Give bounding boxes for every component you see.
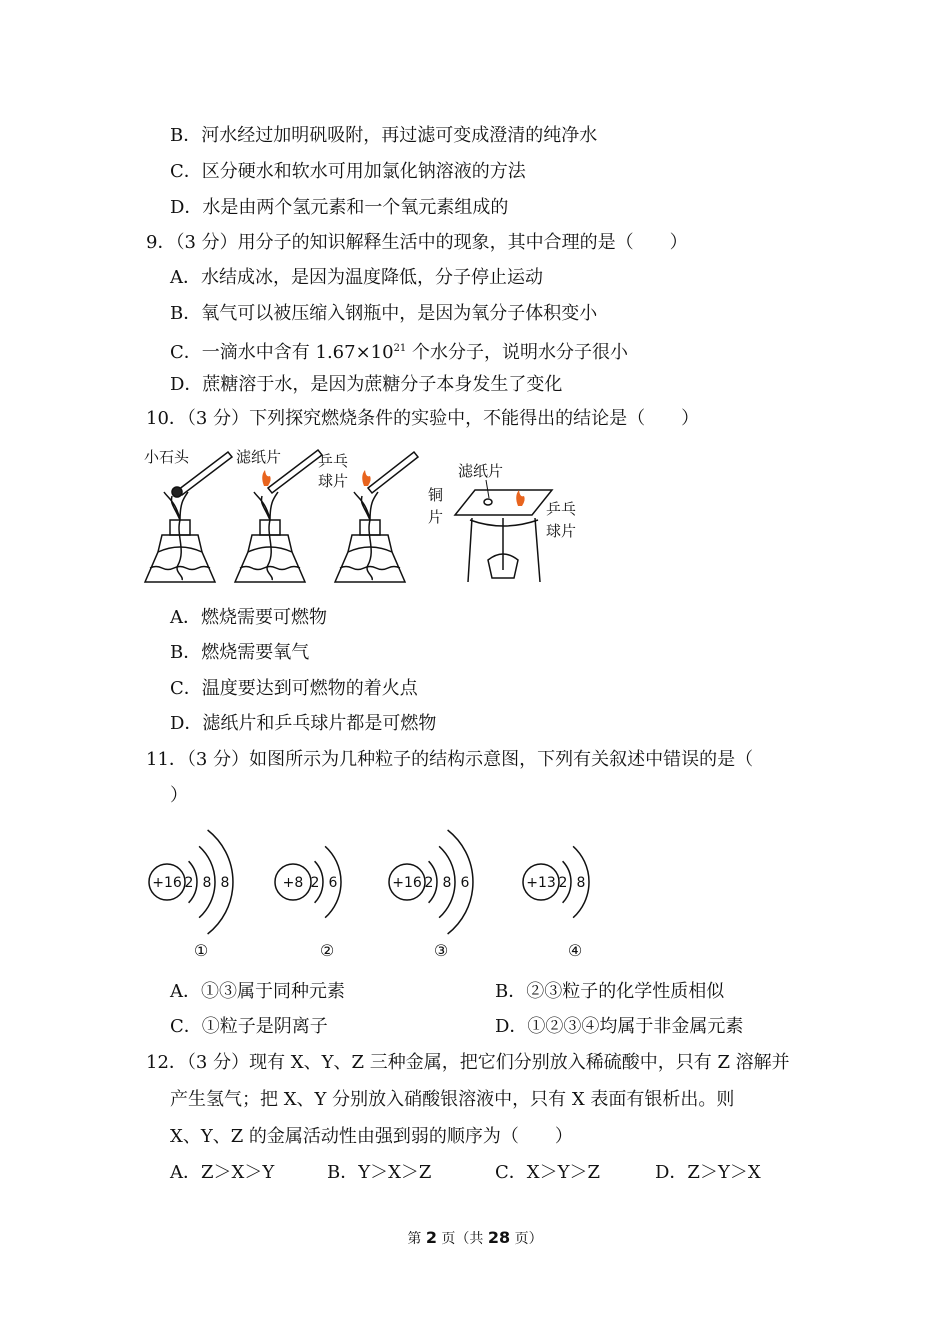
flame-icon (362, 470, 370, 486)
electron-count: 2 (558, 875, 568, 891)
q11-stem-end: ） (170, 785, 188, 806)
page-footer: 第 2 页（共 28 页） (407, 1228, 543, 1247)
q11-option-b: B．②③粒子的化学性质相似 (495, 981, 725, 1002)
q12-option-a: A．Z＞X＞Y (170, 1162, 275, 1183)
q10-option-b: B．燃烧需要氧气 (170, 642, 310, 663)
q8-option-d: D．水是由两个氢元素和一个氧元素组成的 (170, 197, 509, 218)
q12-option-c: C．X＞Y＞Z (495, 1162, 600, 1183)
tongs-pingpong (368, 452, 418, 493)
q12-stem-line3: X、Y、Z 的金属活动性由强到弱的顺序为（ ） (170, 1126, 573, 1147)
particle-diagram (389, 830, 473, 960)
q12-option-b: B．Y＞X＞Z (327, 1162, 432, 1183)
particle-number-label: ① (193, 941, 209, 960)
electron-count: 6 (328, 875, 338, 891)
label-pingpong-1a: 乒乓 (318, 452, 349, 470)
nucleus-charge: +16 (152, 875, 182, 891)
label-pingpong-2b: 球片 (546, 522, 577, 540)
q8-option-b: B．河水经过加明矾吸附，再过滤可变成澄清的纯净水 (170, 125, 598, 146)
alcohol-lamp-2 (235, 492, 305, 582)
alcohol-lamp-1 (145, 492, 215, 582)
electron-count: 8 (442, 875, 452, 891)
q11-option-c: C．①粒子是阴离子 (170, 1016, 328, 1037)
label-pingpong-2a: 乒乓 (546, 500, 577, 518)
leader-line (486, 480, 489, 498)
q10-option-d: D．滤纸片和乒乓球片都是可燃物 (170, 713, 437, 734)
particle-diagram (523, 846, 589, 960)
q9-option-a: A．水结成冰，是因为温度降低，分子停止运动 (170, 267, 543, 288)
q9-option-b: B．氧气可以被压缩入钢瓶中，是因为氧分子体积变小 (170, 303, 598, 324)
q11-option-d: D．①②③④均属于非金属元素 (495, 1016, 744, 1037)
q10-option-a: A．燃烧需要可燃物 (170, 607, 327, 628)
particle-diagram (149, 830, 233, 960)
q10-option-c: C．温度要达到可燃物的着火点 (170, 678, 418, 699)
nucleus-charge: +8 (282, 875, 304, 891)
q12-stem-line1: 12．（3 分）现有 X、Y、Z 三种金属，把它们分别放入稀硫酸中，只有 Z 溶解并 (146, 1052, 790, 1073)
electron-count: 8 (220, 875, 230, 891)
combustion-experiment-figure (140, 440, 590, 588)
q11-stem: 11．（3 分）如图所示为几种粒子的结构示意图，下列有关叙述中错误的是（ (146, 749, 754, 770)
q9-option-c: C．一滴水中含有 $1.67\times 10^{21}$ 个水分子，说明水分子很小 (170, 342, 629, 363)
q11-option-a: A．①③属于同种元素 (170, 981, 345, 1002)
label-stone: 小石头 (144, 448, 190, 466)
label-filter-paper-2: 滤纸片 (458, 462, 504, 480)
particle-number-label: ③ (433, 941, 449, 960)
q12-option-d: D．Z＞Y＞X (655, 1162, 761, 1183)
q10-stem: 10．（3 分）下列探究燃烧条件的实验中，不能得出的结论是（ ） (146, 408, 700, 429)
label-copper-b: 片 (428, 508, 444, 526)
flame-icon (262, 470, 270, 486)
electron-count: 6 (460, 875, 470, 891)
label-filter-paper-1: 滤纸片 (236, 448, 282, 466)
particle-structure-figure (140, 818, 620, 968)
electron-count: 2 (310, 875, 320, 891)
label-pingpong-1b: 球片 (318, 472, 349, 490)
tripod-copper-setup (455, 490, 552, 582)
q12-stem-line2: 产生氢气；把 X、Y 分别放入硝酸银溶液中，只有 X 表面有银析出。则 (170, 1089, 735, 1110)
q9-stem: 9．（3 分）用分子的知识解释生活中的现象，其中合理的是（ ） (146, 232, 688, 253)
electron-count: 8 (576, 875, 586, 891)
electron-count: 8 (202, 875, 212, 891)
q8-option-c: C．区分硬水和软水可用加氯化钠溶液的方法 (170, 161, 526, 182)
particle-number-label: ④ (567, 941, 583, 960)
electron-count: 2 (184, 875, 194, 891)
nucleus-charge: +13 (526, 875, 556, 891)
label-copper-a: 铜 (428, 486, 444, 504)
particle-diagram (275, 846, 341, 960)
flame-icon (516, 490, 524, 506)
alcohol-lamp-3 (335, 492, 405, 582)
electron-count: 2 (424, 875, 434, 891)
particle-number-label: ② (319, 941, 335, 960)
q9-option-d: D．蔗糖溶于水，是因为蔗糖分子本身发生了变化 (170, 374, 563, 395)
nucleus-charge: +16 (392, 875, 422, 891)
